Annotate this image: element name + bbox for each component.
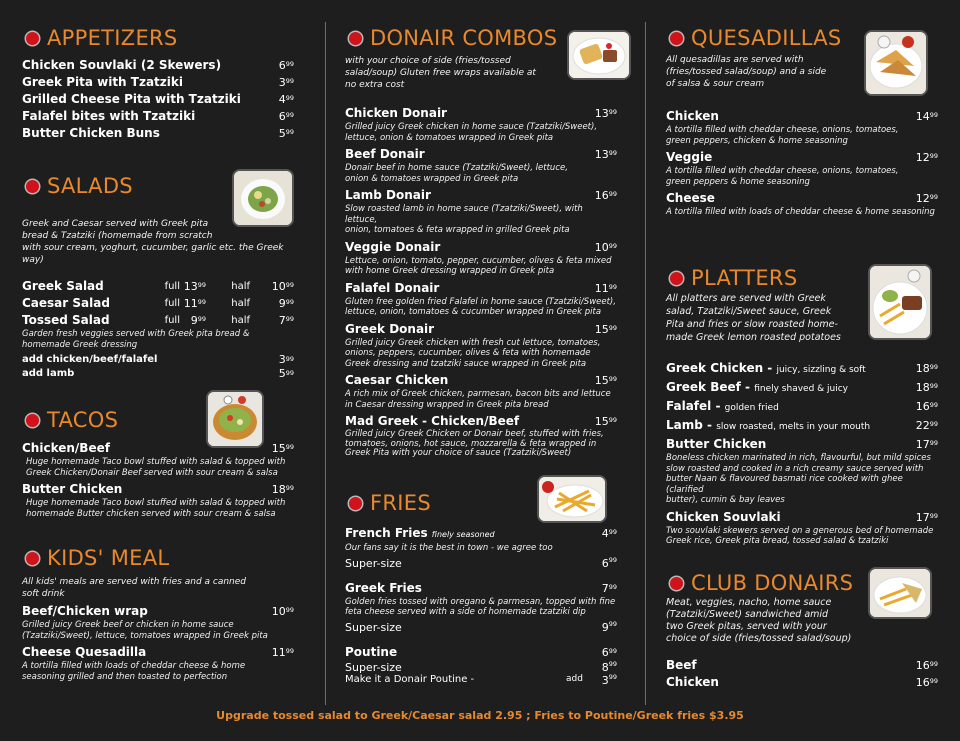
- menu-item: Caesar Salad full $11^{99}$ half $9^{99}$: [22, 296, 294, 310]
- item-description: Garden fresh veggies served with Greek pita bread & homemade Greek dressing: [22, 329, 250, 350]
- item-description: A tortilla filled with loads of cheddar cheese & home seasoning: [666, 207, 935, 217]
- appetizer-list: [22, 57, 294, 142]
- super-size-option: Super-size $8^{99}$: [345, 659, 617, 674]
- item-price: $6^{99}$: [278, 59, 294, 72]
- section-title: DONAIR COMBOS: [370, 26, 558, 50]
- menu-item: Caesar Chicken $15^{99}$: [345, 373, 617, 387]
- menu-item: Chicken/Beef $15^{99}$: [22, 441, 294, 455]
- menu-item: Veggie Donair $10^{99}$: [345, 239, 617, 254]
- section-title: QUESADILLAS: [691, 26, 842, 50]
- bullet-icon: [670, 577, 683, 590]
- fries-photo: [537, 475, 607, 523]
- salads-intro: Greek and Caesar served with Greek pita bread & Tzatziki (homemade from scratch with sour cream, yoghurt, cucumber, garlic etc. the Greek way): [22, 219, 284, 265]
- column-divider-1: [325, 22, 326, 705]
- menu-item: Greek Fries $7^{99}$: [345, 580, 617, 595]
- fries-list: [345, 525, 617, 687]
- item-description: Lettuce, onion, tomato, pepper, cucumber, olives & feta mixed with home Greek dressing wrapped in Greek pita: [345, 255, 612, 276]
- item-description: Slow roasted lamb in home sauce (Tzatziki/Sweet), with lettuce, onion, tomatoes & feta wrapped in grilled Greek pita: [345, 204, 583, 235]
- upgrade-footer: Upgrade tossed salad to Greek/Caesar salad 2.95 ; Fries to Poutine/Greek fries $3.95: [216, 709, 744, 722]
- taco-list: [22, 440, 294, 519]
- menu-item: Butter Chicken $17^{99}$: [666, 437, 938, 451]
- platters-section: [666, 258, 938, 550]
- addon-item: add lamb $5^{99}$: [22, 367, 294, 380]
- menu-item: Butter Chicken $18^{99}$: [22, 482, 294, 496]
- menu-item: [22, 91, 294, 108]
- menu-item: [22, 108, 294, 125]
- menu-item: Lamb Donair $16^{99}$: [345, 188, 617, 202]
- menu-item: Beef Donair $13^{99}$: [345, 147, 617, 161]
- item-description: Grilled juicy Greek beef or chicken in home sauce (Tzatziki/Sweet), lettuce, tomatoes wrapped in Greek pita: [22, 620, 268, 641]
- menu-item: [22, 57, 294, 74]
- bullet-icon: [349, 497, 362, 510]
- menu-item: Falafel - golden fried $16^{99}$: [666, 399, 938, 413]
- item-description: Donair beef in home sauce (Tzatziki/Sweet), lettuce, onion & tomatoes wrapped in Greek pita: [345, 163, 568, 184]
- menu-item: Greek Chicken - juicy, sizzling & soft $18^{99}$: [666, 361, 938, 375]
- item-description: Golden fries tossed with oregano & parmesan, topped with fine feta cheese served with a side of homemade tzatziki dip: [345, 596, 616, 617]
- bullet-icon: [670, 272, 683, 285]
- donair-section: [345, 18, 617, 462]
- bullet-icon: [349, 32, 362, 45]
- menu-item: Beef $16^{99}$: [666, 658, 938, 672]
- tacos-section: [22, 400, 294, 522]
- menu-item: Greek Salad full $13^{99}$ half $10^{99}$: [22, 279, 294, 293]
- menu-item: Beef/Chicken wrap $10^{99}$: [22, 604, 294, 618]
- menu-item: Chicken Donair $13^{99}$: [345, 106, 617, 120]
- item-description: Huge homemade Taco bowl stuffed with salad & topped with Greek Chicken/Donair Beef served with sour cream & salsa: [26, 457, 286, 478]
- menu-item: Cheese $12^{99}$: [666, 191, 938, 205]
- item-name: Falafel bites with Tzatziki: [22, 109, 196, 123]
- kids-header: [22, 538, 294, 578]
- item-description: Two souvlaki skewers served on a generous bed of homemade Greek rice, Greek pita bread, tossed salad & tzatziki: [666, 525, 934, 546]
- item-description: Our fans say it is the best in town - we agree too: [345, 543, 553, 553]
- menu-item: Falafel Donair $11^{99}$: [345, 280, 617, 295]
- menu-item: Greek Donair $15^{99}$: [345, 321, 617, 336]
- kids-intro: All kids' meals are served with fries and a canned soft drink: [22, 577, 247, 599]
- section-title: TACOS: [47, 408, 119, 432]
- quesadillas-section: [666, 18, 938, 221]
- salads-section: [22, 166, 294, 381]
- menu-item: Greek Beef - finely shaved & juicy $18^{99}$: [666, 380, 938, 394]
- item-description: Grilled juicy Greek Chicken or Donair beef, stuffed with fries, tomatoes, onions, hot sauce, mozzarella & feta wrapped in Greek Pita with your choice of sauce (Tzatziki/Sweet): [345, 429, 604, 458]
- super-size-option: Super-size $9^{99}$: [345, 619, 617, 634]
- menu-item: Cheese Quesadilla $11^{99}$: [22, 645, 294, 659]
- item-description: A tortilla filled with cheddar cheese, onions, tomatoes, green peppers, chicken & home seasoning: [666, 125, 899, 146]
- taco-photo: [206, 390, 264, 448]
- item-description: A tortilla filled with cheddar cheese, onions, tomatoes, green peppers & home seasoning: [666, 166, 899, 187]
- section-title: CLUB DONAIRS: [691, 571, 854, 595]
- donair-list: [345, 105, 617, 459]
- section-title: SALADS: [47, 174, 133, 198]
- bullet-icon: [26, 32, 39, 45]
- item-name: Greek Pita with Tzatziki: [22, 75, 183, 89]
- donair-intro: with your choice of side (fries/tossed salad/soup) Gluten free wraps available at no extra cost: [345, 56, 536, 90]
- club-list: [666, 657, 938, 691]
- platters-intro: All platters are served with Greek salad, Tzatziki/Sweet sauce, Greek Pita and fries or slow roasted home- made Greek lemon roasted potatoes: [666, 293, 841, 343]
- item-description: Boneless chicken marinated in rich, flavourful, but mild spices slow roasted and cooked in a rich creamy sauce served with butter Naan & flavoured basmati rice cooked with ghee (clarified butter), cumin & bay leaves: [666, 453, 931, 505]
- appetizers-header: [22, 18, 294, 58]
- bullet-icon: [26, 414, 39, 427]
- quesadilla-list: [666, 108, 938, 218]
- bullet-icon: [26, 552, 39, 565]
- item-description: Huge homemade Taco bowl stuffed with salad & topped with homemade Butter chicken served with sour cream & salsa: [26, 498, 286, 519]
- quesadilla-photo: [864, 30, 928, 96]
- super-size-option: Super-size $6^{99}$: [345, 555, 617, 570]
- item-description: Grilled juicy Greek chicken in home sauce (Tzatziki/Sweet), lettuce, onion & tomatoes wrapped in Greek pita: [345, 122, 598, 143]
- item-name: Grilled Cheese Pita with Tzatziki: [22, 92, 241, 106]
- donair-poutine-option: Make it a Donair Poutine - add $3^{99}$: [345, 672, 617, 687]
- menu-item: Chicken Souvlaki $17^{99}$: [666, 509, 938, 524]
- platter-list: [666, 360, 938, 547]
- bullet-icon: [670, 32, 683, 45]
- section-title: KIDS' MEAL: [47, 546, 170, 570]
- item-price: $3^{99}$: [278, 76, 294, 89]
- fries-section: [345, 483, 617, 687]
- section-title: APPETIZERS: [47, 26, 178, 50]
- menu-item: Chicken $16^{99}$: [666, 675, 938, 689]
- bullet-icon: [26, 180, 39, 193]
- item-name: Butter Chicken Buns: [22, 126, 160, 140]
- item-price: $4^{99}$: [278, 93, 294, 106]
- item-description: Grilled juicy Greek chicken with fresh cut lettuce, tomatoes, onions, peppers, cucumber, olives & feta with homemade Greek dressing and tzatziki sauce wrapped in Greek pita: [345, 337, 601, 369]
- section-title: PLATTERS: [691, 266, 798, 290]
- item-description: Gluten free golden fried Falafel in home sauce (Tzatziki/Sweet), lettuce, onion, tomatoes & cucumber wrapped in Greek pita: [345, 296, 616, 317]
- menu-item: Lamb - slow roasted, melts in your mouth $22^{99}$: [666, 418, 938, 432]
- item-description: A rich mix of Greek chicken, parmesan, bacon bits and lettuce in Caesar dressing wrapped in Greek pita bread: [345, 389, 611, 410]
- column-divider-2: [645, 22, 646, 705]
- menu-item: [22, 125, 294, 142]
- menu-item: French Fries finely seasoned $4^{99}$: [345, 526, 617, 540]
- kids-section: [22, 538, 294, 685]
- club-intro: Meat, veggies, nacho, home sauce (Tzatziki/Sweet) sandwiched amid two Greek pitas, served with your choice of side (fries/tossed salad/soup): [666, 597, 852, 644]
- salad-photo: [232, 169, 294, 227]
- menu-item: Chicken $14^{99}$: [666, 109, 938, 123]
- salad-list: [22, 278, 294, 381]
- item-price: $5^{99}$: [278, 127, 294, 140]
- donair-photo: [567, 30, 631, 80]
- item-name: Chicken Souvlaki (2 Skewers): [22, 58, 222, 72]
- menu-item: [22, 74, 294, 91]
- club-donair-photo: [868, 567, 932, 619]
- menu-item: Poutine $6^{99}$: [345, 644, 617, 659]
- menu-item: Tossed Salad full $9^{99}$ half $7^{99}$: [22, 313, 294, 327]
- menu-item: Veggie $12^{99}$: [666, 150, 938, 164]
- addon-item: add chicken/beef/falafel $3^{99}$: [22, 353, 294, 366]
- item-price: $6^{99}$: [278, 110, 294, 123]
- item-description: A tortilla filled with loads of cheddar cheese & home seasoning grilled and then toasted to perfection: [22, 661, 246, 682]
- platter-photo: [868, 264, 932, 340]
- club-section: [666, 563, 938, 691]
- appetizers-section: [22, 18, 294, 142]
- menu-item: Mad Greek - Chicken/Beef $15^{99}$: [345, 414, 617, 428]
- section-title: FRIES: [370, 491, 431, 515]
- quesadillas-intro: All quesadillas are served with (fries/tossed salad/soup) and a side of salsa & sour cream: [666, 55, 827, 89]
